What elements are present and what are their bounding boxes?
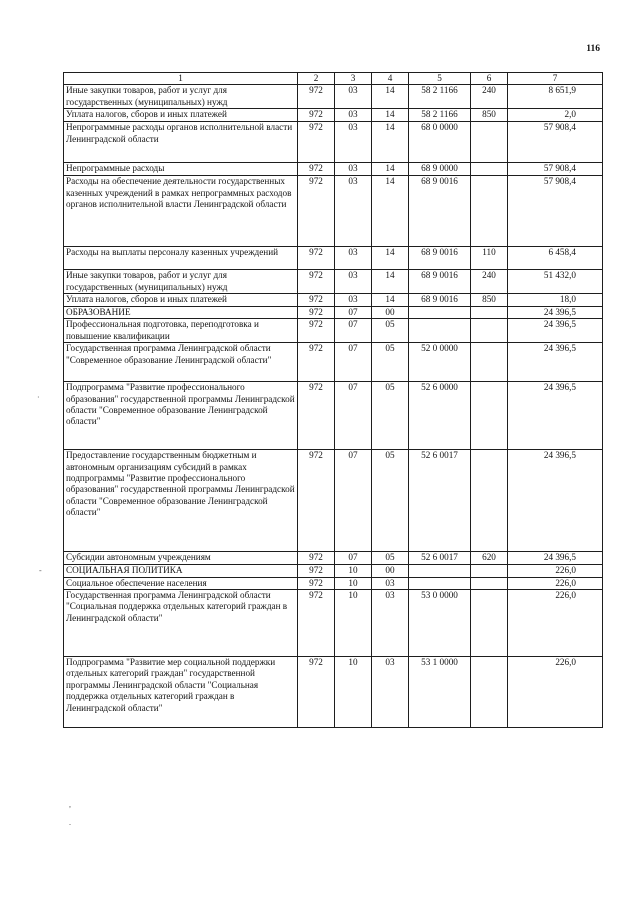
row-section: 07 <box>335 306 372 318</box>
row-grbs: 972 <box>298 590 335 657</box>
row-amount: 226,0 <box>508 590 603 657</box>
row-section: 03 <box>335 85 372 109</box>
margin-mark: . <box>69 818 71 827</box>
row-amount: 24 396,5 <box>508 382 603 450</box>
row-name: Субсидии автономным учреждениям <box>64 552 298 565</box>
row-section: 03 <box>335 109 372 122</box>
row-expense-type: 850 <box>471 109 508 122</box>
row-expense-type <box>471 590 508 657</box>
row-target-code <box>409 577 471 589</box>
row-expense-type <box>471 122 508 163</box>
row-expense-type: 850 <box>471 294 508 306</box>
margin-mark: · <box>37 393 40 402</box>
row-target-code: 58 2 1166 <box>409 109 471 122</box>
table-row <box>64 577 603 589</box>
row-target-code <box>409 306 471 318</box>
row-target-code: 68 0 0000 <box>409 122 471 163</box>
row-amount: 2,0 <box>508 109 603 122</box>
row-name: Расходы на выплаты персоналу казенных учреждений <box>64 247 298 270</box>
row-section: 10 <box>335 577 372 589</box>
row-section: 07 <box>335 552 372 565</box>
row-expense-type <box>471 163 508 176</box>
row-subsection: 14 <box>372 163 409 176</box>
row-subsection: 03 <box>372 577 409 589</box>
table-body <box>64 85 603 728</box>
page-number: 116 <box>586 44 600 54</box>
table-row <box>64 176 603 247</box>
row-target-code: 68 9 0000 <box>409 163 471 176</box>
row-grbs: 972 <box>298 450 335 552</box>
row-section: 10 <box>335 657 372 728</box>
table-row <box>64 270 603 294</box>
row-amount: 51 432,0 <box>508 270 603 294</box>
margin-mark: , <box>69 800 71 809</box>
table-row <box>64 450 603 552</box>
row-section: 07 <box>335 319 372 343</box>
row-grbs: 972 <box>298 577 335 589</box>
column-header: 4 <box>372 73 409 85</box>
row-subsection: 14 <box>372 294 409 306</box>
table-row <box>64 590 603 657</box>
row-subsection: 05 <box>372 343 409 382</box>
row-amount: 57 908,4 <box>508 176 603 247</box>
table-row <box>64 565 603 577</box>
row-name: СОЦИАЛЬНАЯ ПОЛИТИКА <box>64 565 298 577</box>
row-grbs: 972 <box>298 552 335 565</box>
row-grbs: 972 <box>298 382 335 450</box>
row-target-code: 53 0 0000 <box>409 590 471 657</box>
row-expense-type <box>471 319 508 343</box>
row-expense-type <box>471 176 508 247</box>
row-expense-type <box>471 450 508 552</box>
row-target-code: 52 6 0017 <box>409 450 471 552</box>
table-row <box>64 163 603 176</box>
row-expense-type <box>471 657 508 728</box>
row-subsection: 05 <box>372 382 409 450</box>
row-section: 03 <box>335 163 372 176</box>
table-row <box>64 343 603 382</box>
row-name: Социальное обеспечение населения <box>64 577 298 589</box>
row-grbs: 972 <box>298 122 335 163</box>
row-grbs: 972 <box>298 247 335 270</box>
row-grbs: 972 <box>298 294 335 306</box>
row-name: Подпрограмма "Развитие профессионального образования" государственной программы Ленинградской области "Современное образование Ленинградской области" <box>64 382 298 450</box>
row-expense-type: 110 <box>471 247 508 270</box>
row-section: 10 <box>335 590 372 657</box>
row-amount: 24 396,5 <box>508 450 603 552</box>
row-grbs: 972 <box>298 306 335 318</box>
row-subsection: 14 <box>372 247 409 270</box>
column-header: 3 <box>335 73 372 85</box>
row-amount: 24 396,5 <box>508 552 603 565</box>
column-header: 5 <box>409 73 471 85</box>
row-amount: 6 458,4 <box>508 247 603 270</box>
row-amount: 226,0 <box>508 565 603 577</box>
table-row <box>64 382 603 450</box>
row-name: ОБРАЗОВАНИЕ <box>64 306 298 318</box>
table-header-row <box>64 73 603 85</box>
row-target-code <box>409 565 471 577</box>
row-expense-type: 240 <box>471 85 508 109</box>
row-section: 07 <box>335 382 372 450</box>
row-target-code: 53 1 0000 <box>409 657 471 728</box>
row-target-code: 68 9 0016 <box>409 247 471 270</box>
row-expense-type <box>471 382 508 450</box>
row-grbs: 972 <box>298 565 335 577</box>
row-name: Уплата налогов, сборов и иных платежей <box>64 109 298 122</box>
row-subsection: 14 <box>372 270 409 294</box>
row-name: Государственная программа Ленинградской области "Социальная поддержка отдельных категорий граждан в Ленинградской области" <box>64 590 298 657</box>
table-row <box>64 85 603 109</box>
row-section: 10 <box>335 565 372 577</box>
row-name: Непрограммные расходы органов исполнительной власти Ленинградской области <box>64 122 298 163</box>
table-row <box>64 294 603 306</box>
row-section: 07 <box>335 343 372 382</box>
column-header: 1 <box>64 73 298 85</box>
margin-mark: - <box>39 566 42 575</box>
row-subsection: 03 <box>372 590 409 657</box>
row-section: 03 <box>335 270 372 294</box>
row-name: Предоставление государственным бюджетным и автономным организациям субсидий в рамках подпрограммы "Развитие профессионального образования" государственной программы Ленинградской области "Современное образование Ленинградской области" <box>64 450 298 552</box>
column-header: 6 <box>471 73 508 85</box>
row-subsection: 14 <box>372 176 409 247</box>
column-header: 7 <box>508 73 603 85</box>
row-name: Непрограммные расходы <box>64 163 298 176</box>
row-amount: 24 396,5 <box>508 343 603 382</box>
column-header: 2 <box>298 73 335 85</box>
row-grbs: 972 <box>298 176 335 247</box>
row-amount: 226,0 <box>508 577 603 589</box>
budget-table <box>63 72 603 728</box>
row-grbs: 972 <box>298 109 335 122</box>
row-subsection: 05 <box>372 319 409 343</box>
row-target-code: 52 6 0000 <box>409 382 471 450</box>
table-row <box>64 109 603 122</box>
row-grbs: 972 <box>298 657 335 728</box>
row-name: Иные закупки товаров, работ и услуг для государственных (муниципальных) нужд <box>64 270 298 294</box>
row-expense-type <box>471 577 508 589</box>
row-target-code: 58 2 1166 <box>409 85 471 109</box>
row-name: Уплата налогов, сборов и иных платежей <box>64 294 298 306</box>
table-row <box>64 552 603 565</box>
table-row <box>64 306 603 318</box>
row-section: 03 <box>335 247 372 270</box>
row-subsection: 14 <box>372 122 409 163</box>
row-grbs: 972 <box>298 319 335 343</box>
row-expense-type <box>471 306 508 318</box>
table-row <box>64 319 603 343</box>
row-amount: 18,0 <box>508 294 603 306</box>
row-expense-type <box>471 343 508 382</box>
row-subsection: 03 <box>372 657 409 728</box>
row-target-code <box>409 319 471 343</box>
row-target-code: 52 0 0000 <box>409 343 471 382</box>
table-row <box>64 247 603 270</box>
row-name: Государственная программа Ленинградской области "Современное образование Ленинградской области" <box>64 343 298 382</box>
row-amount: 24 396,5 <box>508 319 603 343</box>
row-target-code: 68 9 0016 <box>409 176 471 247</box>
row-grbs: 972 <box>298 85 335 109</box>
table-row <box>64 122 603 163</box>
row-expense-type: 240 <box>471 270 508 294</box>
row-name: Расходы на обеспечение деятельности государственных казенных учреждений в рамках непрограммных расходов органов исполнительной власти Ленинградской области <box>64 176 298 247</box>
row-amount: 57 908,4 <box>508 122 603 163</box>
row-subsection: 14 <box>372 109 409 122</box>
row-name: Иные закупки товаров, работ и услуг для государственных (муниципальных) нужд <box>64 85 298 109</box>
row-subsection: 14 <box>372 85 409 109</box>
row-name: Профессиональная подготовка, переподготовка и повышение квалификации <box>64 319 298 343</box>
row-grbs: 972 <box>298 163 335 176</box>
row-grbs: 972 <box>298 343 335 382</box>
row-subsection: 05 <box>372 450 409 552</box>
row-grbs: 972 <box>298 270 335 294</box>
row-section: 07 <box>335 450 372 552</box>
row-name: Подпрограмма "Развитие мер социальной поддержки отдельных категорий граждан" государственной программы Ленинградской области "Социальная поддержка отдельных категорий граждан в Ленинградской области" <box>64 657 298 728</box>
row-subsection: 00 <box>372 306 409 318</box>
row-subsection: 00 <box>372 565 409 577</box>
table-row <box>64 657 603 728</box>
row-section: 03 <box>335 294 372 306</box>
row-section: 03 <box>335 176 372 247</box>
row-target-code: 52 6 0017 <box>409 552 471 565</box>
row-amount: 24 396,5 <box>508 306 603 318</box>
row-amount: 57 908,4 <box>508 163 603 176</box>
row-target-code: 68 9 0016 <box>409 270 471 294</box>
row-section: 03 <box>335 122 372 163</box>
row-expense-type: 620 <box>471 552 508 565</box>
row-amount: 226,0 <box>508 657 603 728</box>
row-expense-type <box>471 565 508 577</box>
row-subsection: 05 <box>372 552 409 565</box>
row-target-code: 68 9 0016 <box>409 294 471 306</box>
row-amount: 8 651,9 <box>508 85 603 109</box>
